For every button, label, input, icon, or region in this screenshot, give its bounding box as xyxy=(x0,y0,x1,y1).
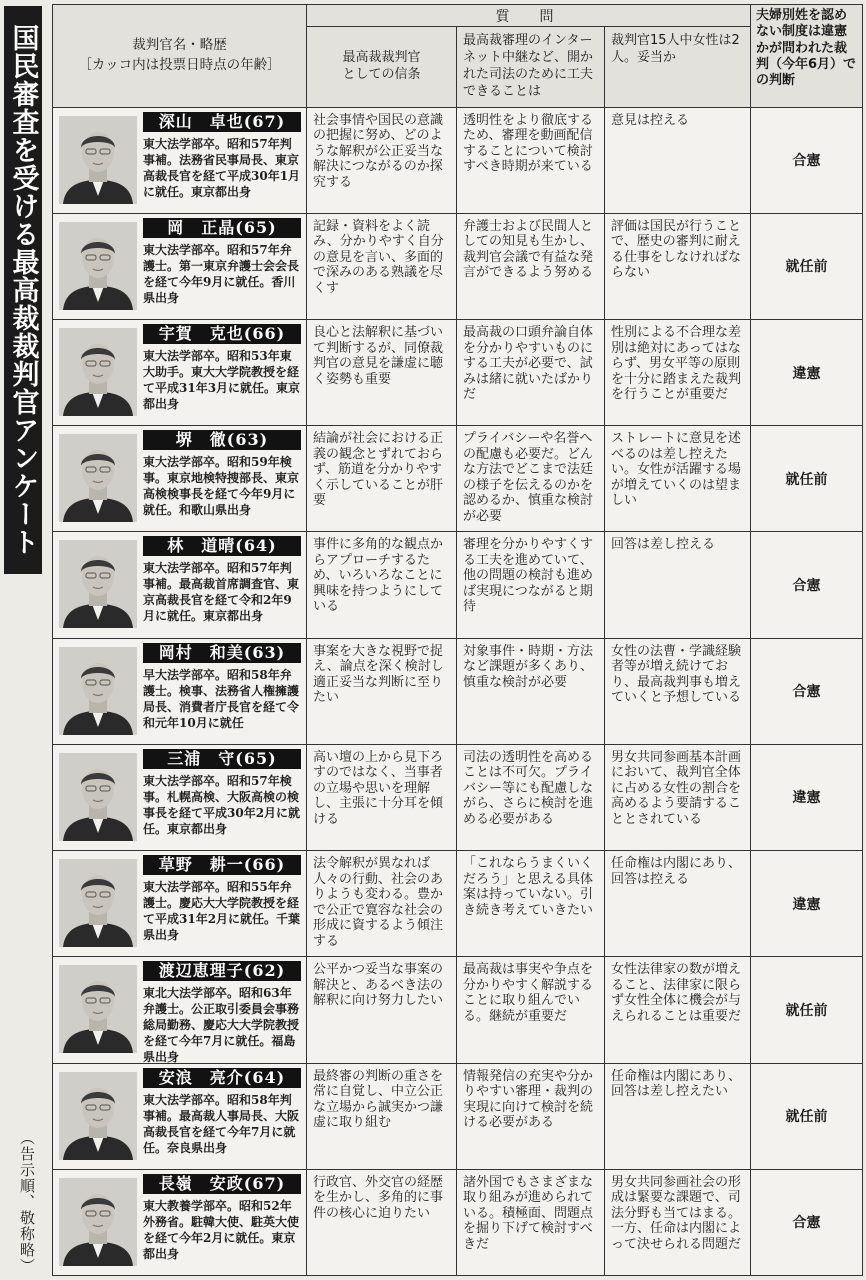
answer-q4-verdict: 合憲 xyxy=(751,532,863,638)
answer-q2: 最高裁は事実や争点を分かりやすく解説することに取り組んでいる。継続が重要だ xyxy=(457,957,605,1063)
judge-photo xyxy=(59,116,137,204)
judge-career: 東大法学部卒。昭和57年判事補。法務省民事局長、東京高裁長官を経て平成30年1月に就任。東京都出身 xyxy=(143,136,301,199)
judge-rows xyxy=(53,107,863,1275)
judge-photo xyxy=(59,859,137,947)
judge-name: 岡村 和美(63) xyxy=(143,643,301,663)
judge-name: 安浪 亮介(64) xyxy=(143,1068,301,1088)
answer-q3: 性別による不合理な差別は絶対にあってはならず、男女平等の原則を十分に踏まえた裁判を行うことが重要だ xyxy=(605,320,751,426)
answer-q3: 女性法律家の数が増えること、法律家に限らず女性全体に機会が与えられることは重要だ xyxy=(605,957,751,1063)
answer-q2: 対象事件・時期・方法など課題が多くあり、慎重な検討が必要 xyxy=(457,638,605,744)
judge-name: 堺 徹(63) xyxy=(143,430,301,450)
answer-q1: 公平かつ妥当な事案の解決と、あるべき法の解釈に向け努力したい xyxy=(307,957,457,1063)
questions-header: 質 問 xyxy=(307,5,751,27)
judge-profile xyxy=(53,1169,307,1275)
judge-photo xyxy=(59,753,137,841)
judge-photo xyxy=(59,328,137,416)
judge-row xyxy=(53,426,863,532)
answer-q1: 事件に多角的な観点からアプローチするため、いろいろなことに興味を持つようにしている xyxy=(307,532,457,638)
answer-q2: 審理を分かりやすくする工夫を進めていて、他の問題の検討も進めば実現につながると期待 xyxy=(457,532,605,638)
judge-career: 東大法学部卒。昭和55年弁護士。慶応大大学院教授を経て平成31年2月に就任。千葉県出身 xyxy=(143,880,301,943)
judge-row xyxy=(53,107,863,213)
q2-header: 最高裁審理のインターネット中継など、開かれた司法のために工夫できることは xyxy=(457,27,605,108)
judge-career: 東大法学部卒。昭和53年東大助手。東大大学院教授を経て平成31年3月に就任。東京都出身 xyxy=(143,349,301,411)
answer-q2: プライバシーや名誉への配慮も必要だ。どんな方法でどこまで法廷の様子を伝えるのかを認めるか、慎重な検討が必要 xyxy=(457,426,605,532)
answer-q1: 社会事情や国民の意識の把握に努め、どのような解釈が公正妥当な解決につながるのか探究する xyxy=(307,107,457,213)
judge-name: 草野 耕一(66) xyxy=(143,855,301,875)
judge-career: 東大法学部卒。昭和59年検事。東京地検特捜部長、東京高検検事長を経て今年9月に就任。和歌山県出身 xyxy=(143,455,300,518)
judge-profile xyxy=(53,638,307,744)
answer-q1: 事案を大きな視野で捉え、論点を深く検討し適正妥当な判断に至りたい xyxy=(307,638,457,744)
judge-photo xyxy=(59,965,137,1053)
answer-q3: 評価は国民が行うことで、歴史の審判に耐える仕事をしなければならない xyxy=(605,213,751,319)
answer-q2: 「これならうまくいくだろう」と思える具体案は持っていない。引き続き考えていきたい xyxy=(457,851,605,957)
judge-profile xyxy=(53,957,307,1063)
answer-q4-verdict: 違憲 xyxy=(751,320,863,426)
answer-q4-verdict: 違憲 xyxy=(751,851,863,957)
judge-profile xyxy=(53,1063,307,1169)
judge-row xyxy=(53,1063,863,1169)
judge-profile xyxy=(53,851,307,957)
judge-photo xyxy=(59,647,137,735)
judge-career: 東大教養学部卒。昭和52年外務省。駐韓大使、駐英大使を経て今年2月に就任。東京都出身 xyxy=(143,1198,300,1261)
answer-q2: 最高裁の口頭弁論自体を分かりやすいものにする工夫が必要で、試みは緒に就いたばかりだ xyxy=(457,320,605,426)
judge-career: 東北大法学部卒。昭和63年弁護士。公正取引委員会事務総局勤務、慶応大大学院教授を経て今年7月に就任。福島県出身 xyxy=(143,986,300,1065)
order-note: （告示順、敬称略） xyxy=(18,1130,36,1274)
page-title: 国民審査を受ける最高裁裁判官アンケート xyxy=(4,6,42,574)
judge-career: 東大法学部卒。昭和57年検事。札幌高検、大阪高検の検事長を経て平成30年2月に就任。東京都出身 xyxy=(143,773,301,836)
answer-q2: 諸外国でもさまざまな取り組みが進められている。積極面、問題点を掘り下げて検討すべきだ xyxy=(457,1169,605,1275)
answer-q4-verdict: 就任前 xyxy=(751,957,863,1063)
judge-profile xyxy=(53,320,307,426)
judge-career: 東大法学部卒。昭和57年弁護士。第一東京弁護士会会長を経て今年9月に就任。香川県出身 xyxy=(143,242,300,305)
judge-career: 東大法学部卒。昭和57年判事補。最高裁首席調査官、東京高裁長官を経て令和2年9月に就任。東京都出身 xyxy=(143,561,300,624)
answer-q1: 良心と法解釈に基づいて判断するが、同僚裁判官の意見を謙虚に聴く姿勢も重要 xyxy=(307,320,457,426)
judge-name: 深山 卓也(67) xyxy=(143,112,301,132)
answer-q1: 記録・資料をよく読み、分かりやすく自分の意見を言い、多面的で深みのある熟議を尽くす xyxy=(307,213,457,319)
answer-q3: 男女共同参画基本計画において、裁判官全体に占める女性の割合を高めるよう要請することとされている xyxy=(605,744,751,850)
judge-column-header xyxy=(53,5,307,108)
judge-photo xyxy=(59,1072,137,1160)
judge-row xyxy=(53,213,863,319)
answer-q3: 意見は控える xyxy=(605,107,751,213)
judge-name: 長嶺 安政(67) xyxy=(143,1174,301,1194)
judge-photo xyxy=(59,540,137,628)
judge-row xyxy=(53,320,863,426)
answer-q1: 結論が社会における正義の観念とずれておらず、筋道を分かりやすく示していることが肝要 xyxy=(307,426,457,532)
judge-row xyxy=(53,532,863,638)
answer-q4-verdict: 合憲 xyxy=(751,1169,863,1275)
judge-profile xyxy=(53,532,307,638)
survey-table xyxy=(52,4,863,1276)
judge-row xyxy=(53,957,863,1063)
answer-q4-verdict: 就任前 xyxy=(751,426,863,532)
answer-q2: 透明性をより徹底するため、審理を動画配信することについて検討すべき時期が来ている xyxy=(457,107,605,213)
answer-q3: 任命権は内閣にあり、回答は控える xyxy=(605,851,751,957)
judge-name: 宇賀 克也(66) xyxy=(143,324,301,344)
judge-photo xyxy=(59,434,137,522)
q1-header-text: 最高裁裁判官 としての信条 xyxy=(342,49,421,82)
judge-row xyxy=(53,1169,863,1275)
answer-q2: 情報発信の充実や分かりやすい審理・裁判の実現に向けて検討を続ける必要がある xyxy=(457,1063,605,1169)
judge-name: 林 道晴(64) xyxy=(143,536,301,556)
judge-profile xyxy=(53,213,307,319)
judge-career: 東大法学部卒。昭和58年判事補。最高裁人事局長、大阪高裁長官を経て今年7月に就任。奈良県出身 xyxy=(143,1092,300,1155)
answer-q3: 女性の法曹・学識経験者等が増え続けており、最高裁判事も増えていくと予想している xyxy=(605,638,751,744)
judge-profile xyxy=(53,426,307,532)
judge-row xyxy=(53,744,863,850)
judge-name: 渡辺恵理子(62) xyxy=(143,961,301,981)
answer-q4-verdict: 合憲 xyxy=(751,107,863,213)
judge-photo xyxy=(59,222,137,310)
judge-row xyxy=(53,851,863,957)
q3-header: 裁判官15人中女性は2人。妥当か xyxy=(605,27,751,108)
answer-q3: 回答は差し控える xyxy=(605,532,751,638)
answer-q3: 男女共同参画社会の形成は緊要な課題で、司法分野も当てはまる。一方、任命は内閣によって決せられる問題だ xyxy=(605,1169,751,1275)
judge-profile xyxy=(53,107,307,213)
judge-profile xyxy=(53,744,307,850)
answer-q4-verdict: 就任前 xyxy=(751,1063,863,1169)
answer-q2: 司法の透明性を高めることは不可欠。プライバシー等にも配慮しながら、さらに検討を進める必要がある xyxy=(457,744,605,850)
answer-q1: 最終審の判断の重さを常に自覚し、中立公正な立場から誠実かつ謙虚に取り組む xyxy=(307,1063,457,1169)
judge-row xyxy=(53,638,863,744)
answer-q1: 行政官、外交官の経歴を生かし、多角的に事件の核心に迫りたい xyxy=(307,1169,457,1275)
judge-name: 岡 正晶(65) xyxy=(143,218,301,238)
answer-q4-verdict: 合憲 xyxy=(751,638,863,744)
judge-name: 三浦 守(65) xyxy=(143,749,301,769)
answer-q4-verdict: 就任前 xyxy=(751,213,863,319)
judge-career: 早大法学部卒。昭和58年弁護士。検事、法務省人権擁護局長、消費者庁長官を経て令和元年10月に就任 xyxy=(143,667,300,730)
answer-q4-verdict: 違憲 xyxy=(751,744,863,850)
q1-header xyxy=(307,27,457,108)
answer-q1: 高い壇の上から見下ろすのではなく、当事者の立場や思いを理解し、主張に十分耳を傾ける xyxy=(307,744,457,850)
answer-q3: 任命権は内閣にあり、回答は差し控えたい xyxy=(605,1063,751,1169)
answer-q3: ストレートに意見を述べるのは差し控えたい。女性が活躍する場が増えていくのは望ましい xyxy=(605,426,751,532)
q4-header: 夫婦別姓を認めない制度は違憲かが問われた裁判（今年6月）での判断 xyxy=(751,5,863,108)
answer-q2: 弁護士および民間人としての知見も生かし、裁判官会議で有益な発言ができるよう努める xyxy=(457,213,605,319)
answer-q1: 法令解釈が異なれば人々の行動、社会のありようも変わる。豊かで公正で寛容な社会の形成に資するよう傾注する xyxy=(307,851,457,957)
judge-column-header-text: 裁判官名・略歴 ［カッコ内は投票日時点の年齢］ xyxy=(78,37,281,73)
judge-photo xyxy=(59,1178,137,1266)
